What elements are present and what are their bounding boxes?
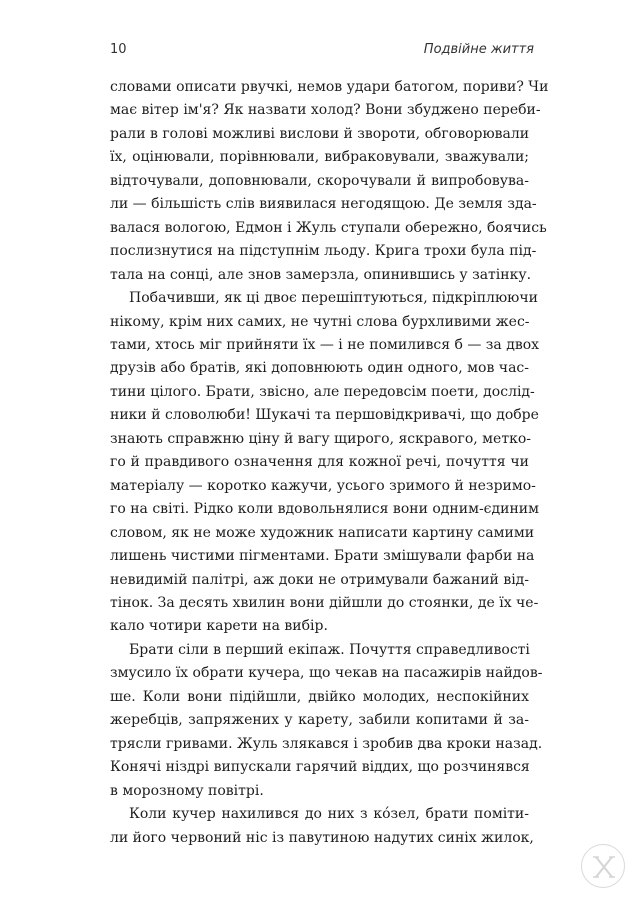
text-line: Конячі ніздрі випускали гарячий віддих, що розчинявся — [110, 759, 530, 776]
x-logo-icon — [582, 845, 626, 889]
text-line: тінок. За десять хвилин вони дійшли до стоянки, де їх че- — [110, 594, 539, 611]
text-line: лишень чистими пігментами. Брати змішували фарби на — [110, 548, 535, 565]
text-line: друзів або братів, які доповнюють один одного, мов час- — [110, 360, 529, 377]
text-line: нікому, крім них самих, не чутні слова бурхливими жес- — [110, 313, 530, 330]
text-line: ли його червоний ніс із павутиною надутих синіх жилок, — [110, 829, 534, 846]
text-line: трясли гривами. Жуль злякався і зробив два кроки назад. — [110, 735, 543, 752]
paragraph — [110, 803, 534, 850]
paragraph — [110, 287, 540, 639]
text-line: невидимій палітрі, аж доки не отримували бажаний від- — [110, 571, 530, 588]
text-line: словом, як не може художник написати картину самими — [110, 524, 535, 541]
text-line: тами, хтось міг прийняти їх — і не помилився б — за двох — [110, 336, 540, 353]
text-line: словами описати рвучкі, немов удари батогом, пориви? Чи — [110, 79, 549, 95]
text-line: відточували, доповнювали, скорочували й випробовува- — [110, 172, 529, 189]
text-line: Брати сіли в перший екіпаж. Почуття справедливості — [129, 641, 530, 658]
text-line: послизнутися на підступнім льоду. Крига трохи була під- — [110, 243, 537, 260]
text-line: в морозному повітрі. — [110, 782, 264, 799]
text-line: ше. Коли вони підійшли, двійко молодих, неспокійних — [110, 688, 529, 705]
text-line: жеребців, запряжених у карету, забили копитами й за- — [110, 712, 529, 729]
text-line: ники й словолюби! Шукачі та першовідкривачі, що добре — [110, 407, 539, 424]
text-line: Побачивши, як ці двоє перешіптуються, підкріплюючи — [129, 290, 538, 307]
page-number: 10 — [110, 42, 127, 57]
text-line: валася вологою, Едмон і Жуль ступали обережно, боячись — [110, 219, 547, 236]
text-line: матеріалу — коротко кажучи, усього зримого й незримо- — [110, 477, 536, 494]
text-line: їх, оцінювали, порівнювали, вибраковували, зважували; — [110, 149, 529, 166]
text-line: кало чотири карети на вибір. — [110, 618, 328, 635]
text-line: тини цілого. Брати, звісно, але передовсім поети, дослід- — [110, 383, 535, 400]
text-line: го на світі. Рідко коли вдовольнялися вони одним-єдиним — [110, 501, 540, 518]
body-text — [110, 76, 549, 850]
text-line: ли — більшість слів виявилася негодящою. Де земля зда- — [110, 196, 537, 213]
text-line: має вітер ім'я? Як назвати холод? Вони збуджено переби- — [110, 102, 541, 119]
text-line: знають справжню ціну й вагу щирого, яскравого, метко- — [110, 430, 531, 447]
text-line: змусило їх обрати кучера, що чекав на пасажирів найдов- — [110, 665, 543, 682]
text-line: го й правдивого означення для кожної речі, почуття чи — [110, 454, 529, 471]
paragraph — [110, 76, 549, 287]
paragraph — [110, 639, 543, 803]
text-line: тала на сонці, але знов замерзла, опинившись у затінку. — [110, 266, 532, 283]
text-line: Коли кучер нахилився до них з кóзел, брати поміти- — [129, 806, 529, 823]
text-line: рали в голові можливі вислови й звороти, обговорювали — [110, 125, 530, 142]
publisher-watermark — [581, 844, 625, 888]
running-title: Подвійне життя — [423, 42, 534, 57]
